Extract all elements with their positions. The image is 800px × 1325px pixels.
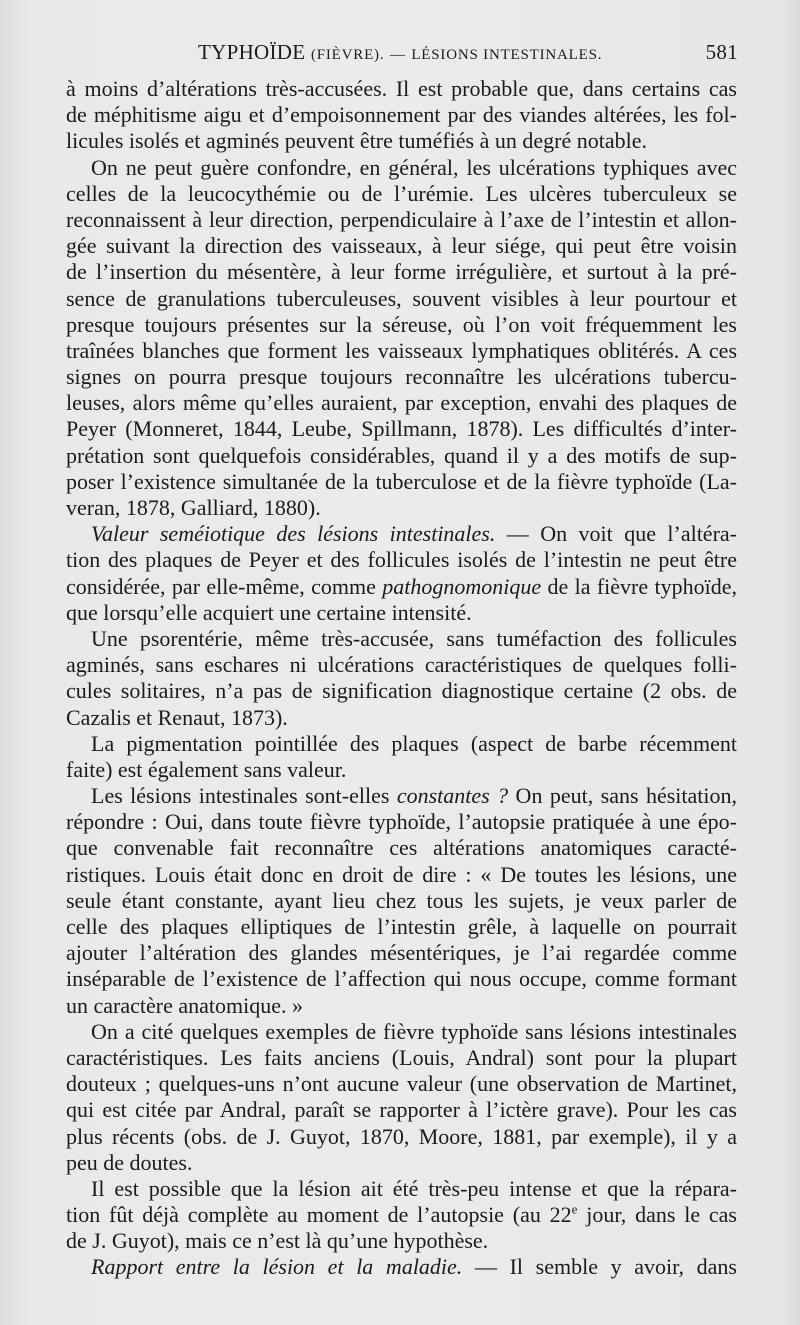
text-line bbox=[66, 914, 737, 940]
text-line bbox=[66, 993, 737, 1019]
text-segment: seule étant constante, ayant lieu chez tous les sujets, je veux parler de bbox=[66, 887, 737, 913]
text-segment: La pigmentation pointillée des plaques (aspect de barbe récemment bbox=[91, 730, 737, 756]
text-line bbox=[66, 835, 737, 861]
text-segment: leuses, alors même qu’elles auraient, par exception, envahi des plaques de bbox=[66, 390, 737, 416]
text-segment: traînées blanches que forment les vaisseaux lymphatiques oblitérés. A ces bbox=[66, 337, 737, 363]
body-text bbox=[66, 76, 737, 1281]
text-segment: caractéristiques. Les faits anciens (Louis, Andral) sont pour la plupart bbox=[66, 1044, 737, 1070]
text-line bbox=[66, 259, 737, 285]
text-segment: poser l’existence simultanée de la tuberculose et de la fièvre typhoïde (La- bbox=[66, 468, 737, 494]
text-segment: gée suivant la direction des vaisseaux, à leur siége, qui peut être voisin bbox=[66, 233, 737, 259]
text-line bbox=[66, 390, 737, 416]
text-line bbox=[66, 574, 737, 600]
text-segment: ajouter l’altération des glandes mésentériques, je l’ai regardée comme bbox=[66, 940, 737, 966]
italic-segment: Valeur seméiotique des lésions intestinales. bbox=[91, 521, 496, 547]
text-line bbox=[66, 888, 737, 914]
text-segment: tion des plaques de Peyer et des follicules isolés de l’intestin ne peut être bbox=[66, 547, 737, 573]
text-segment: peu de doutes. bbox=[66, 1149, 193, 1175]
text-segment: celle des plaques elliptiques de l’intestin grêle, à laquelle on pourrait bbox=[66, 914, 737, 939]
text-line bbox=[66, 521, 737, 547]
text-segment: de J. Guyot), mais ce n’est là qu’une hypothèse. bbox=[66, 1228, 489, 1254]
text-segment: licules isolés et agminés peuvent être tuméfiés à un degré notable. bbox=[66, 128, 647, 154]
text-line bbox=[66, 416, 737, 442]
text-line bbox=[66, 940, 737, 966]
text-line bbox=[66, 102, 737, 128]
text-segment: que lorsqu’elle acquiert une certaine intensité. bbox=[66, 599, 472, 625]
text-segment: faite) est également sans valeur. bbox=[66, 756, 347, 782]
page-number: 581 bbox=[705, 40, 738, 64]
text-segment: Peyer (Monneret, 1844, Leube, Spillmann, 1878). Les difficultés d’inter- bbox=[66, 416, 737, 442]
text-segment: celles de la leucocythémie ou de l’urémie. Les ulcères tuberculeux se bbox=[66, 180, 737, 206]
text-line bbox=[66, 207, 737, 233]
text-segment: douteux ; quelques-uns n’ont aucune valeur (une observation de Martinet, bbox=[66, 1071, 737, 1097]
text-segment: Cazalis et Renaut, 1873). bbox=[66, 704, 288, 730]
text-line bbox=[66, 705, 737, 731]
text-line bbox=[66, 286, 737, 312]
text-segment: cules solitaires, n’a pas de signification diagnostique certaine (2 obs. de bbox=[66, 678, 737, 704]
text-segment: de méphitisme aigu et d’empoisonnement par des viandes altérées, les fol- bbox=[66, 102, 737, 128]
text-segment: On a cité quelques exemples de fièvre typhoïde sans lésions intestinales bbox=[91, 1018, 737, 1044]
text-line bbox=[66, 547, 737, 573]
text-line bbox=[66, 233, 737, 259]
text-segment: e bbox=[571, 1202, 578, 1217]
text-line bbox=[66, 600, 737, 626]
section-title: LÉSIONS INTESTINALES. bbox=[411, 47, 603, 63]
text-line bbox=[66, 1045, 737, 1071]
text-line bbox=[66, 678, 737, 704]
text-line bbox=[66, 862, 737, 888]
text-line bbox=[66, 181, 737, 207]
text-segment: jour, dans le cas bbox=[577, 1202, 737, 1228]
text-line bbox=[66, 338, 737, 364]
text-line bbox=[66, 443, 737, 469]
running-title bbox=[198, 40, 602, 65]
text-segment: sence de granulations tuberculeuses, souvent visibles à leur pourtour et bbox=[66, 285, 737, 311]
text-segment: Il est possible que la lésion ait été très-peu intense et que la répara- bbox=[91, 1175, 737, 1201]
text-segment: qui est citée par Andral, paraît se rapporter à l’ictère grave). Pour les cas bbox=[66, 1097, 737, 1123]
italic-segment: constantes ? bbox=[396, 783, 509, 809]
text-segment: tion fût déjà complète au moment de l’autopsie (au 22 bbox=[66, 1202, 572, 1228]
text-line bbox=[66, 76, 737, 102]
text-line bbox=[66, 1176, 737, 1202]
text-segment: — On voit que l’altéra- bbox=[495, 521, 737, 547]
text-segment: inséparable de l’existence de l’affection qui nous occupe, comme formant bbox=[66, 966, 737, 992]
text-segment: presque toujours présentes sur la séreuse, où l’on voit fréquemment les bbox=[66, 311, 737, 337]
text-line bbox=[66, 966, 737, 992]
text-segment: agminés, sans eschares ni ulcérations caractéristiques de quelques folli- bbox=[66, 652, 737, 678]
text-segment: considérée, par elle-même, comme bbox=[66, 573, 383, 599]
running-header bbox=[66, 40, 736, 70]
text-segment: plus récents (obs. de J. Guyot, 1870, Moore, 1881, par exemple), il y a bbox=[66, 1123, 737, 1149]
text-line bbox=[66, 1254, 737, 1280]
text-segment: signes on pourra presque toujours reconnaître les ulcérations tubercu- bbox=[66, 364, 737, 390]
text-line bbox=[66, 1097, 737, 1123]
text-line bbox=[66, 155, 737, 181]
text-line bbox=[66, 469, 737, 495]
text-segment: — Il semble y avoir, dans bbox=[462, 1254, 737, 1280]
text-line bbox=[66, 731, 737, 757]
text-segment: ristiques. Louis était donc en droit de dire : « De toutes les lésions, une bbox=[66, 861, 737, 887]
italic-segment: Rapport entre la lésion et la maladie. bbox=[91, 1254, 463, 1280]
text-line bbox=[66, 1228, 737, 1254]
text-segment: On ne peut guère confondre, en général, les ulcérations typhiques avec bbox=[91, 154, 737, 180]
text-segment: Les lésions intestinales sont-elles bbox=[91, 783, 397, 809]
text-segment: veran, 1878, Galliard, 1880). bbox=[66, 495, 321, 520]
text-segment: reconnaissent à leur direction, perpendiculaire à l’axe de l’intestin et allon- bbox=[66, 206, 737, 232]
text-segment: un caractère anatomique. » bbox=[66, 992, 303, 1018]
text-line bbox=[66, 364, 737, 390]
text-segment: prétation sont quelquefois considérables, quand il y a des motifs de sup- bbox=[66, 442, 737, 468]
text-segment: de l’insertion du mésentère, à leur forme irrégulière, et surtout à la pré- bbox=[66, 259, 737, 285]
text-line bbox=[66, 757, 737, 783]
text-line bbox=[66, 809, 737, 835]
text-segment: de la fièvre typhoïde, bbox=[541, 573, 737, 599]
text-line bbox=[66, 1202, 737, 1228]
text-line bbox=[66, 1019, 737, 1045]
text-line bbox=[66, 1071, 737, 1097]
italic-segment: pathognomonique bbox=[382, 573, 542, 599]
text-line bbox=[66, 1150, 737, 1176]
text-segment: à moins d’altérations très-accusées. Il est probable que, dans certains cas bbox=[66, 76, 737, 101]
title-main: TYPHOÏDE bbox=[198, 40, 306, 64]
text-line bbox=[66, 652, 737, 678]
text-line bbox=[66, 312, 737, 338]
text-line bbox=[66, 783, 737, 809]
text-segment: que convenable fait reconnaître ces altérations anatomiques caracté- bbox=[66, 835, 737, 861]
text-segment: répondre : Oui, dans toute fièvre typhoïde, l’autopsie pratiquée à une épo- bbox=[66, 809, 737, 835]
title-paren: (FIÈVRE). bbox=[310, 47, 385, 63]
text-line bbox=[66, 626, 737, 652]
text-line bbox=[66, 495, 737, 521]
text-line bbox=[66, 128, 737, 154]
title-dash: — bbox=[389, 47, 406, 63]
text-segment: Une psorentérie, même très-accusée, sans tuméfaction des follicules bbox=[91, 625, 737, 651]
text-line bbox=[66, 1124, 737, 1150]
text-segment: On peut, sans hésitation, bbox=[508, 783, 737, 809]
